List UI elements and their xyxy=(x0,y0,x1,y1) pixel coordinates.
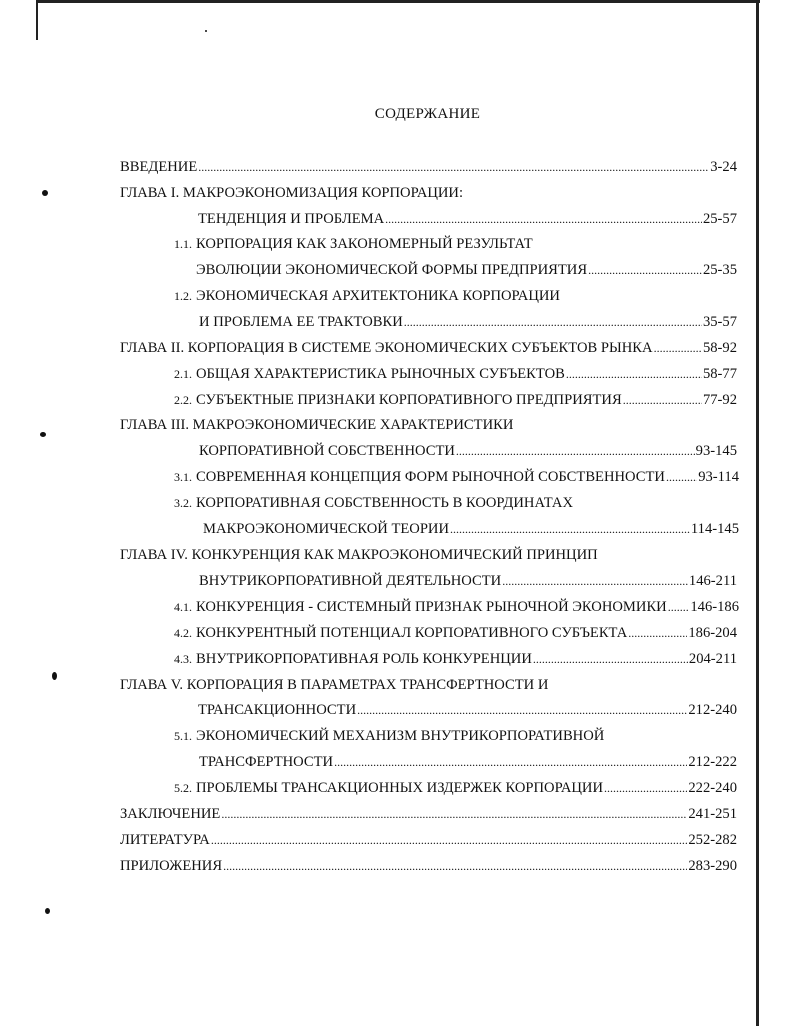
toc-entry-literature xyxy=(120,831,737,849)
toc-section-3-2-title xyxy=(174,494,573,512)
toc-label: ТРАНСАКЦИОННОСТИ xyxy=(198,702,357,718)
dot-leader xyxy=(456,442,695,460)
toc-label: КОНКУРЕНТНЫЙ ПОТЕНЦИАЛ КОРПОРАТИВНОГО СУБЪЕКТА xyxy=(196,625,628,641)
section-number: 5.1. xyxy=(174,729,192,743)
scan-border-right xyxy=(756,0,759,1026)
toc-label: КОРПОРАТИВНАЯ СОБСТВЕННОСТЬ В КООРДИНАТАХ xyxy=(196,495,573,511)
toc-pages: 186-204 xyxy=(688,625,737,641)
toc-label: КОРПОРАТИВНОЙ СОБСТВЕННОСТИ xyxy=(199,443,455,459)
dot-leader xyxy=(623,391,702,409)
toc-pages: 25-57 xyxy=(702,211,737,227)
toc-label: СУБЪЕКТНЫЕ ПРИЗНАКИ КОРПОРАТИВНОГО ПРЕДПРИЯТИЯ xyxy=(196,392,622,408)
toc-pages: 35-57 xyxy=(702,314,737,330)
section-number: 1.1. xyxy=(174,237,192,251)
dot-leader xyxy=(566,365,702,383)
toc-entry-section-4-3 xyxy=(174,650,737,668)
toc-entry-section-1-2 xyxy=(199,313,737,331)
page-title: СОДЕРЖАНИЕ xyxy=(374,106,481,122)
toc-entry-chapter-5 xyxy=(198,701,737,719)
toc-label: КОРПОРАЦИЯ КАК ЗАКОНОМЕРНЫЙ РЕЗУЛЬТАТ xyxy=(196,236,533,252)
scan-border-left xyxy=(36,0,38,40)
toc-entry-chapter-4 xyxy=(199,572,737,590)
toc-entry-chapter-3 xyxy=(199,442,737,460)
toc-entry-section-2-1 xyxy=(174,365,737,383)
scan-speck xyxy=(205,30,207,32)
toc-pages: 77-92 xyxy=(702,392,737,408)
toc-label: ЛИТЕРАТУРА xyxy=(120,832,210,848)
toc-pages: 212-222 xyxy=(688,754,737,770)
toc-entry-intro xyxy=(120,158,737,176)
toc-label: ОБЩАЯ ХАРАКТЕРИСТИКА РЫНОЧНЫХ СУБЪЕКТОВ xyxy=(196,366,565,382)
toc-label: ЭВОЛЮЦИИ ЭКОНОМИЧЕСКОЙ ФОРМЫ ПРЕДПРИЯТИЯ xyxy=(196,262,588,278)
toc-label: ТЕНДЕНЦИЯ И ПРОБЛЕМА xyxy=(198,211,385,227)
toc-chapter-3-title: ГЛАВА III. МАКРОЭКОНОМИЧЕСКИЕ ХАРАКТЕРИСТИКИ xyxy=(120,417,514,433)
toc-pages: 283-290 xyxy=(688,858,737,874)
toc-chapter-4-title: ГЛАВА IV. КОНКУРЕНЦИЯ КАК МАКРОЭКОНОМИЧЕСКИЙ ПРИНЦИП xyxy=(120,547,598,563)
dot-leader xyxy=(604,779,687,797)
toc-label: ВВЕДЕНИЕ xyxy=(120,159,198,175)
toc-label: ЗАКЛЮЧЕНИЕ xyxy=(120,806,221,822)
toc-pages: 222-240 xyxy=(688,780,737,796)
toc-label: ЭКОНОМИЧЕСКИЙ МЕХАНИЗМ ВНУТРИКОРПОРАТИВНОЙ xyxy=(196,728,605,744)
toc-pages: 93-145 xyxy=(695,443,737,459)
toc-pages: 204-211 xyxy=(688,651,737,667)
section-number: 3.2. xyxy=(174,496,192,510)
toc-section-5-1-title xyxy=(174,727,604,745)
section-number: 5.2. xyxy=(174,781,192,795)
dot-leader xyxy=(666,468,697,486)
toc-entry-section-5-1 xyxy=(199,753,737,771)
toc-label: ПРОБЛЕМЫ ТРАНСАКЦИОННЫХ ИЗДЕРЖЕК КОРПОРАЦИИ xyxy=(196,780,603,796)
toc-pages: 146-186 xyxy=(690,599,739,615)
dot-leader xyxy=(198,158,709,176)
section-number: 2.2. xyxy=(174,393,192,407)
dot-leader xyxy=(334,753,687,771)
toc-label: КОНКУРЕНЦИЯ - СИСТЕМНЫЙ ПРИЗНАК РЫНОЧНОЙ ЭКОНОМИКИ xyxy=(196,599,667,615)
dot-leader xyxy=(221,805,687,823)
section-number: 2.1. xyxy=(174,367,192,381)
toc-entry-chapter-1 xyxy=(198,210,737,228)
dot-leader xyxy=(223,857,687,875)
dot-leader xyxy=(211,831,688,849)
toc-entry-section-5-2 xyxy=(174,779,737,797)
toc-label: ВНУТРИКОРПОРАТИВНОЙ ДЕЯТЕЛЬНОСТИ xyxy=(199,573,502,589)
scan-speck xyxy=(40,432,46,437)
dot-leader xyxy=(588,261,702,279)
dot-leader xyxy=(654,339,702,357)
toc-label: ТРАНСФЕРТНОСТИ xyxy=(199,754,334,770)
toc-section-1-1-title xyxy=(174,235,533,253)
dot-leader xyxy=(533,650,688,668)
toc-entry-section-1-1 xyxy=(196,261,737,279)
dot-leader xyxy=(668,598,690,616)
toc-section-1-2-title xyxy=(174,287,560,305)
toc-pages: 58-92 xyxy=(702,340,737,356)
toc-entry-section-4-1 xyxy=(174,598,739,616)
dot-leader xyxy=(450,520,690,538)
toc-chapter-1-title: ГЛАВА I. МАКРОЭКОНОМИЗАЦИЯ КОРПОРАЦИИ: xyxy=(120,185,464,201)
dot-leader xyxy=(502,572,688,590)
toc-entry-section-2-2 xyxy=(174,391,737,409)
dot-leader xyxy=(357,701,687,719)
toc-entry-appendix xyxy=(120,857,737,875)
toc-pages: 58-77 xyxy=(702,366,737,382)
toc-entry-section-3-1 xyxy=(174,468,739,486)
toc-entry-conclusion xyxy=(120,805,737,823)
scan-border-top xyxy=(36,0,760,3)
toc-pages: 25-35 xyxy=(702,262,737,278)
scan-speck xyxy=(42,190,48,196)
toc-pages: 252-282 xyxy=(688,832,737,848)
toc-label: ЭКОНОМИЧЕСКАЯ АРХИТЕКТОНИКА КОРПОРАЦИИ xyxy=(196,288,560,304)
toc-pages: 114-145 xyxy=(690,521,739,537)
scan-speck xyxy=(45,908,50,914)
dot-leader xyxy=(404,313,702,331)
toc-label: СОВРЕМЕННАЯ КОНЦЕПЦИЯ ФОРМ РЫНОЧНОЙ СОБСТВЕННОСТИ xyxy=(196,469,665,485)
section-number: 4.3. xyxy=(174,652,192,666)
scan-speck xyxy=(52,672,57,680)
toc-pages: 241-251 xyxy=(688,806,737,822)
toc-label: ПРИЛОЖЕНИЯ xyxy=(120,858,223,874)
dot-leader xyxy=(385,210,702,228)
toc-label: ВНУТРИКОРПОРАТИВНАЯ РОЛЬ КОНКУРЕНЦИИ xyxy=(196,651,532,667)
toc-pages: 93-114 xyxy=(698,469,739,485)
toc-entry-chapter-2 xyxy=(120,339,737,357)
toc-pages: 3-24 xyxy=(710,159,737,175)
toc-entry-section-4-2 xyxy=(174,624,737,642)
toc-pages: 146-211 xyxy=(688,573,737,589)
toc-entry-section-3-2 xyxy=(203,520,739,538)
section-number: 4.2. xyxy=(174,626,192,640)
toc-label: МАКРОЭКОНОМИЧЕСКОЙ ТЕОРИИ xyxy=(203,521,450,537)
section-number: 4.1. xyxy=(174,600,192,614)
section-number: 3.1. xyxy=(174,470,192,484)
dot-leader xyxy=(628,624,687,642)
toc-chapter-5-title: ГЛАВА V. КОРПОРАЦИЯ В ПАРАМЕТРАХ ТРАНСФЕРТНОСТИ И xyxy=(120,677,549,693)
toc-pages: 212-240 xyxy=(688,702,737,718)
toc-label: И ПРОБЛЕМА ЕЕ ТРАКТОВКИ xyxy=(199,314,403,330)
section-number: 1.2. xyxy=(174,289,192,303)
toc-label: ГЛАВА II. КОРПОРАЦИЯ В СИСТЕМЕ ЭКОНОМИЧЕСКИХ СУБЪЕКТОВ РЫНКА xyxy=(120,340,653,356)
